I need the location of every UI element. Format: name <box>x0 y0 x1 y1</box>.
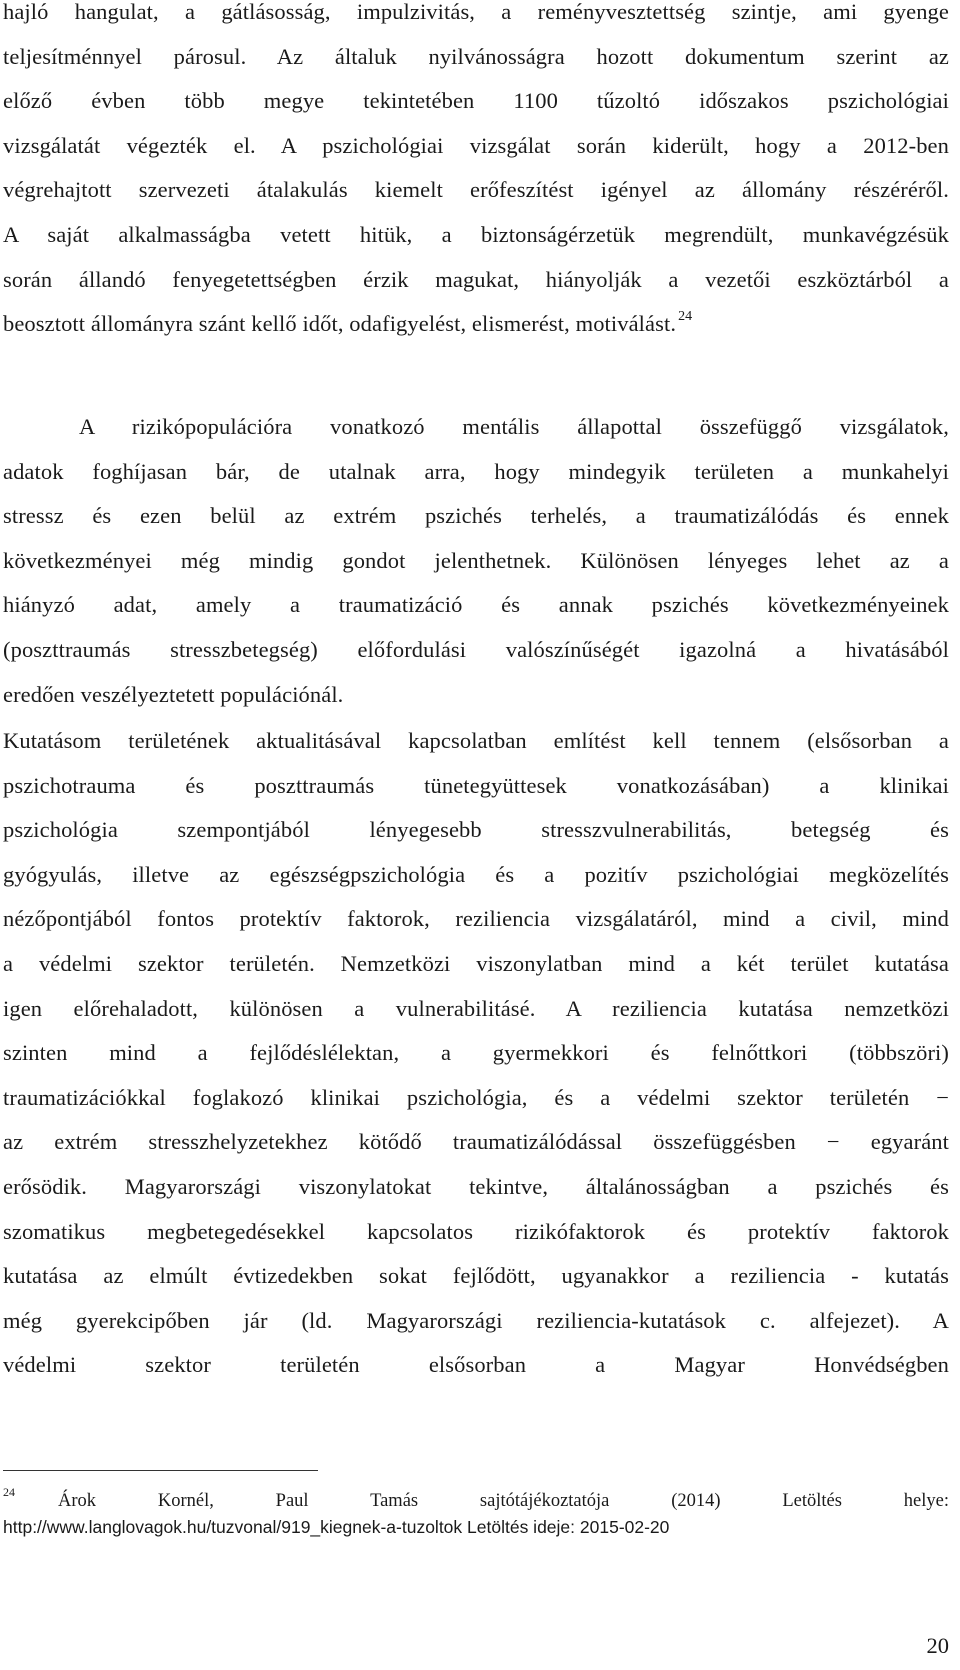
footnote-separator <box>3 1470 318 1471</box>
text-line: hiányzó adat, amely a traumatizáció és annak pszichés következményeinek <box>3 592 949 618</box>
text-line: során állandó fenyegetettségben érzik magukat, hiányolják a vezetői eszköztárból a <box>3 266 949 292</box>
footnote <box>3 1485 949 1540</box>
paragraph-research-relevance <box>3 719 949 1388</box>
text-line: adatok foghíjasan bár, de utalnak arra, hogy mindegyik területen a munkahelyi <box>3 458 949 484</box>
paragraph-continued <box>3 0 949 347</box>
text-line: kutatása az elmúlt évtizedekben sokat fejlődött, ugyanakkor a reziliencia - kutatás <box>3 1263 949 1289</box>
text-line: még gyerekcipőben jár (ld. Magyarországi reziliencia-kutatások c. alfejezet). A <box>3 1307 949 1333</box>
text-line-indented <box>3 405 949 450</box>
text-line: eredően veszélyeztetett populációnál. <box>3 681 344 707</box>
footnote-reference[interactable]: 24 <box>678 309 693 325</box>
footnote-citation: Árok Kornél, Paul Tamás sajtótájékoztatója (2014) Letöltés helye: <box>58 1491 949 1511</box>
text-line: teljesítménnyel párosul. Az általuk nyilvánosságra hozott dokumentum szerint az <box>3 43 949 69</box>
footnote-line <box>3 1485 949 1514</box>
text-line: a védelmi szektor területén. Nemzetközi viszonylatban mind a két terület kutatása <box>3 950 949 976</box>
text-line: pszichológia szempontjából lényegesebb stresszvulnerabilitás, betegség és <box>3 817 949 843</box>
text-line: traumatizációkkal foglakozó klinikai pszichológia, és a védelmi szektor területén − <box>3 1084 949 1110</box>
text-line-last <box>3 302 949 347</box>
text-line: szinten mind a fejlődéslélektan, a gyermekkori és felnőttkori (többszöri) <box>3 1040 949 1066</box>
text-line: előző évben több megye tekintetében 1100 tűzoltó időszakos pszichológiai <box>3 88 949 114</box>
text-line: beosztott állományra szánt kellő időt, odafigyelést, elismerést, motiválást. <box>3 311 677 337</box>
text-line: (poszttraumás stresszbetegség) előfordulási valószínűségét igazolná a hivatásából <box>3 636 949 662</box>
text-line: vizsgálatát végezték el. A pszichológiai vizsgálat során kiderült, hogy a 2012-ben <box>3 132 949 158</box>
text-line: A saját alkalmasságba vetett hitük, a biztonságérzetük megrendült, munkavégzésük <box>3 221 949 247</box>
text-line: gyógyulás, illetve az egészségpszichológia és a pozitív pszichológiai megközelítés <box>3 861 949 887</box>
footnote-number: 24 <box>3 1485 15 1499</box>
text-line: szomatikus megbetegedésekkel kapcsolatos rizikófaktorok és protektív faktorok <box>3 1218 949 1244</box>
text-line: végrehajtott szervezeti átalakulás kiemelt erőfeszítést igényel az állomány részéréről. <box>3 177 949 203</box>
text-line: pszichotrauma és poszttraumás tünetegyüttesek vonatkozásában) a klinikai <box>3 772 949 798</box>
text-line: igen előrehaladott, különösen a vulnerabilitásé. A reziliencia kutatása nemzetközi <box>3 995 949 1021</box>
text-line: nézőpontjából fontos protektív faktorok, reziliencia vizsgálatáról, mind a civil, mind <box>3 906 949 932</box>
footnote-url[interactable]: http://www.langlovagok.hu/tuzvonal/919_kiegnek-a-tuzoltok Letöltés ideje: 2015-02-20 <box>3 1517 670 1537</box>
paragraph-risk-population <box>3 405 949 717</box>
text-line: hajló hangulat, a gátlásosság, impulzivitás, a reményvesztettség szintje, ami gyenge <box>3 0 949 24</box>
page-number: 20 <box>926 1633 949 1658</box>
text-line: védelmi szektor területén elsősorban a Magyar Honvédségben <box>3 1352 949 1378</box>
text-line: Kutatásom területének aktualitásával kapcsolatban említést kell tennem (elsősorban a <box>3 728 949 753</box>
text-line: következményei még mindig gondot jelenthetnek. Különösen lényeges lehet az a <box>3 547 949 573</box>
text-line: az extrém stresszhelyzetekhez kötődő traumatizálódással összefüggésben − egyaránt <box>3 1129 949 1155</box>
text-line: erősödik. Magyarországi viszonylatokat tekintve, általánosságban a pszichés és <box>3 1173 949 1199</box>
text-line: stressz és ezen belül az extrém pszichés terhelés, a traumatizálódás és ennek <box>3 503 949 529</box>
text-line: A rizikópopulációra vonatkozó mentális állapottal összefüggő vizsgálatok, <box>79 414 949 439</box>
